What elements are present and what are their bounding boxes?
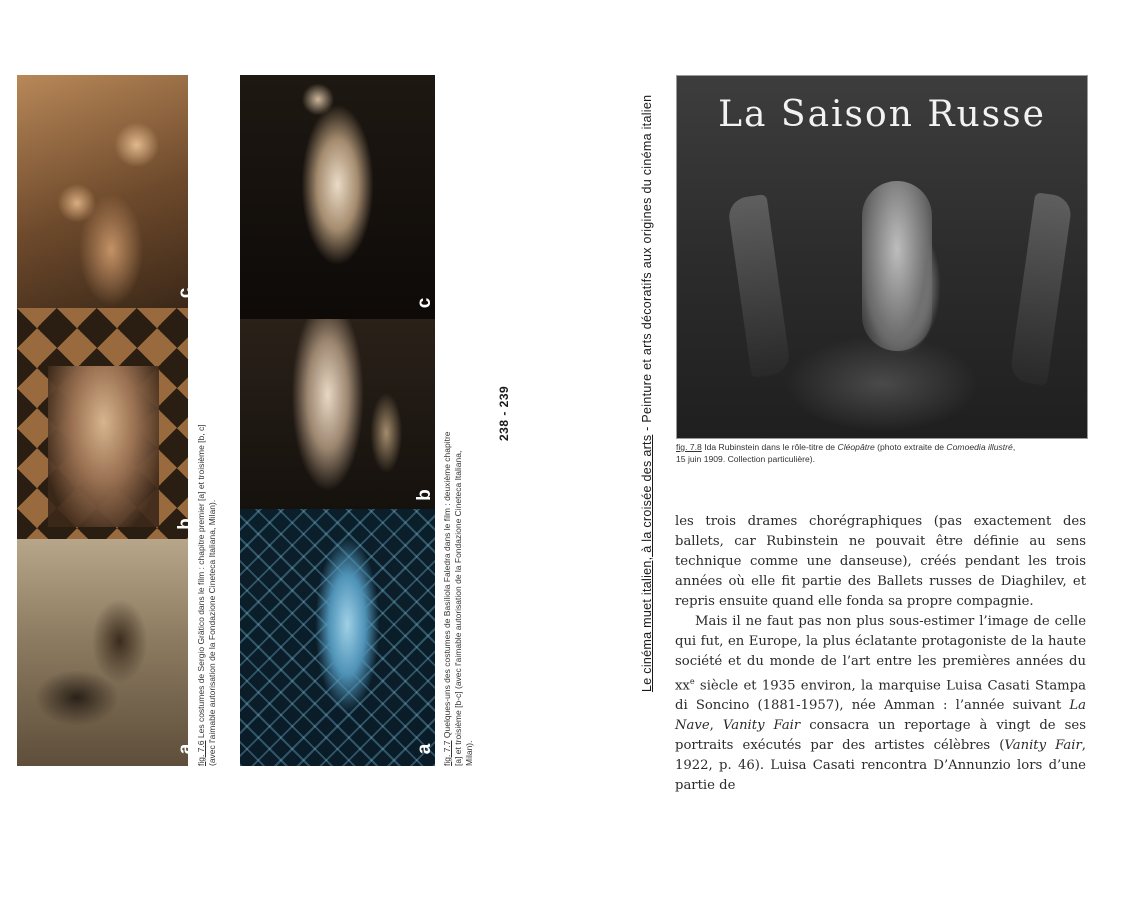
paragraph-2-part-d: consacra un reportage à vingt de ses portraits exécutés par des artistes célèbres (: [675, 718, 1086, 754]
fig-7-7-photo-b: [240, 319, 435, 509]
body-text: [675, 512, 1086, 796]
fig-7-6-label-b: b: [175, 518, 196, 530]
century-superscript: e: [689, 677, 695, 686]
paragraph-2: [675, 612, 1086, 796]
fig-7-7-caption-line1: Quelques-uns des costumes de Basiliola Faledra dans le film : deuxième chapitre: [442, 431, 452, 741]
running-head-chapter: - Peinture et arts décoratifs aux origines du cinéma italien: [640, 94, 654, 435]
fig-7-8-caption-text2: (photo extraite de: [874, 442, 947, 452]
paragraph-2-part-c: ,: [709, 718, 723, 734]
paragraph-2-part-b: siècle et 1935 environ, la marquise Luisa Casati Stampa di Soncino (1881-1957), née Amman : l’année suivant: [675, 678, 1086, 714]
fig-7-6-caption: [196, 366, 218, 766]
dancer-veil-left: [727, 194, 792, 378]
fig-7-6-label-a: a: [175, 743, 196, 755]
fig-7-6-caption-line2: (avec l'aimable autorisation de la Fondazione Cineteca Italiana, Milan).: [207, 499, 217, 766]
fig-7-8-caption: [676, 441, 1086, 465]
title-vanity-fair: Vanity Fair: [722, 718, 801, 734]
fig-7-6-photo-c: [17, 75, 196, 308]
title-vanity-fair-cite: Vanity Fair: [1004, 738, 1082, 754]
fig-7-8-caption-text1: Ida Rubinstein dans le rôle-titre de: [701, 442, 838, 452]
fig-7-8-number: fig. 7.8: [676, 442, 702, 452]
dancer-veil-right: [1009, 192, 1073, 385]
fig-7-7-label-c: c: [414, 297, 435, 309]
title-la-nave: La Nave: [675, 698, 1086, 734]
fig-7-8-photo: [676, 75, 1088, 439]
fig-7-6-caption-line1: Les costumes de Sergio Grätico dans le film : chapitre premier [a] et troisième [b, c]: [196, 424, 206, 741]
fig-7-8-caption-text3: ,: [1012, 442, 1016, 452]
paragraph-2-part-e: , 1922, p. 46). Luisa Casati rencontra D’Annunzio lors d’une partie de: [675, 738, 1086, 794]
dancer-figure: [862, 181, 932, 351]
fig-7-7-label-b: b: [414, 489, 435, 501]
fig-7-6-number: fig. 7.6: [196, 740, 206, 766]
fig-7-7-number: fig. 7.7: [442, 740, 452, 766]
fig-7-8-caption-title: Cléopâtre: [837, 442, 875, 452]
fig-7-6-photo-a: [17, 539, 196, 766]
paragraph-1: les trois drames chorégraphiques (pas exactement des ballets, car Rubinstein ne pouvait être définie au sens technique comme une danseuse), créés pendant les trois années où elle fit partie des Ballets russes de Diaghilev, et repris ensuite quand elle fonda sa propre compagnie.: [675, 514, 1086, 609]
fig-7-7-caption-line3: Milan).: [464, 740, 474, 766]
fig-7-8-caption-line2: 15 juin 1909. Collection particulière).: [676, 454, 816, 464]
fig-7-6-photo-b: [17, 308, 196, 539]
poster-title: La Saison Russe: [718, 94, 1046, 135]
fig-7-7-caption-line2: [a] et troisième [b-c] (avec l'aimable autorisation de la Fondazione Cineteca Italiana,: [453, 450, 463, 766]
fig-7-6-label-c: c: [175, 287, 196, 299]
page-folio: 238 - 239: [497, 385, 511, 441]
fig-7-7-caption: [442, 366, 475, 766]
fig-7-8-caption-source: Comoedia illustré: [946, 442, 1013, 452]
fig-7-7-label-a: a: [414, 743, 435, 755]
running-head-title: Le cinéma muet italien, à la croisée des arts: [640, 434, 654, 692]
paragraph-2-part-a: Mais il ne faut pas non plus sous-estimer l’image de celle qui fut, en Europe, la plus éclatante protagoniste de la haute société et du monde de l’art entre les premières années du xx: [675, 614, 1086, 694]
running-head: [640, 95, 654, 692]
fig-7-7-photo-a: [240, 509, 435, 766]
fig-7-7-photo-c: [240, 75, 435, 319]
